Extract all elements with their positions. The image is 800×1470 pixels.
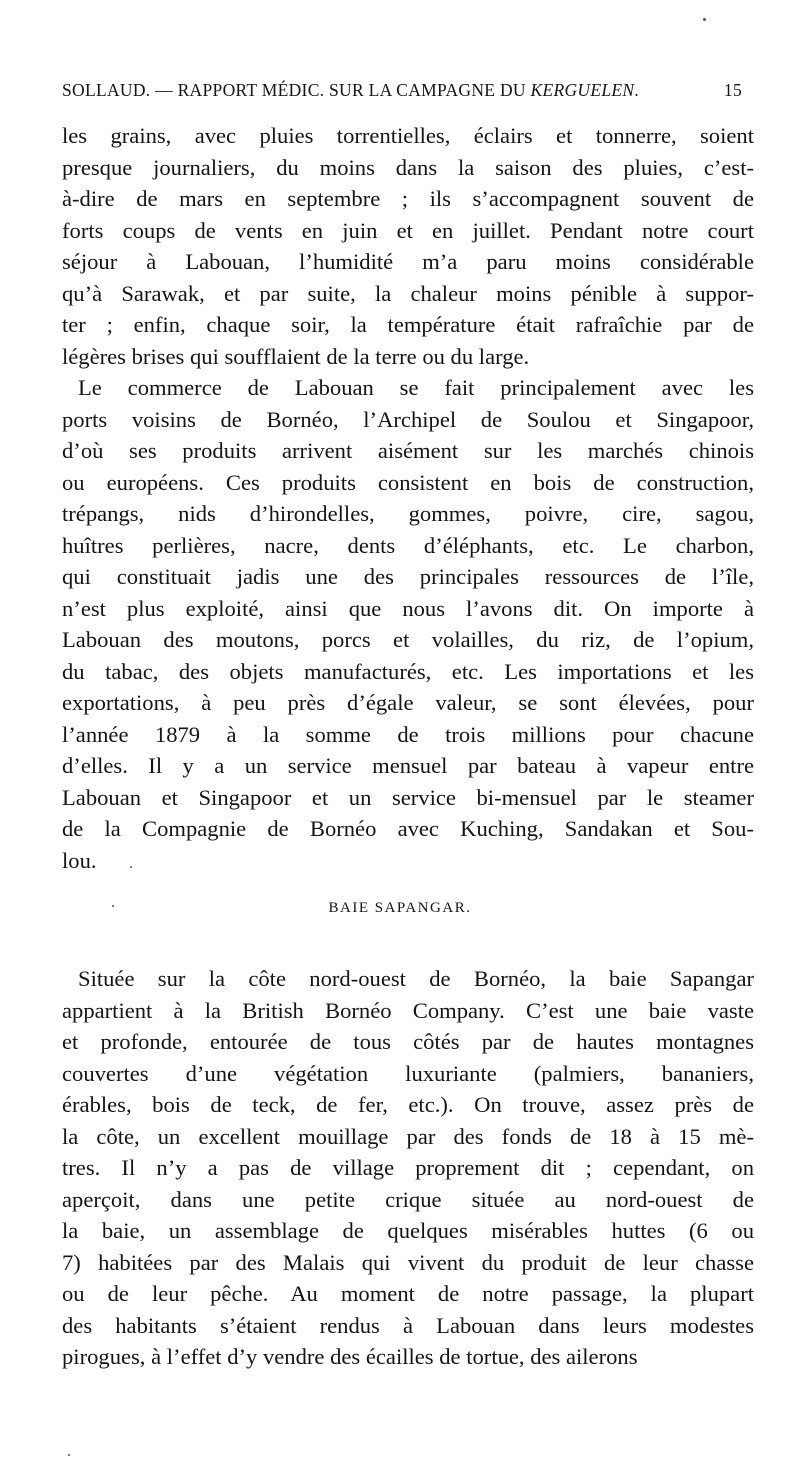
text-line: d’elles. Il y a un service mensuel par bateau à vapeur entre bbox=[62, 753, 754, 778]
running-head-title bbox=[62, 80, 639, 101]
paper-speck bbox=[130, 866, 132, 868]
text-line: ou européens. Ces produits consistent en bois de construction, bbox=[62, 469, 754, 495]
text-line: de la Compagnie de Bornéo avec Kuching, Sandakan et Sou- bbox=[62, 816, 754, 841]
text-line: couvertes d’une végétation luxuriante (palmiers, bananiers, bbox=[62, 1060, 754, 1086]
paragraph-commerce bbox=[62, 372, 754, 876]
text-line: presque journaliers, du moins dans la saison des pluies, c’est- bbox=[62, 154, 754, 180]
paragraph-baie-sapangar bbox=[62, 963, 754, 1373]
text-line: ports voisins de Bornéo, l’Archipel de Soulou et Singapoor, bbox=[62, 406, 754, 432]
text-line: d’où ses produits arrivent aisément sur les marchés chinois bbox=[62, 438, 754, 463]
running-head-title-suffix: . bbox=[634, 80, 639, 100]
text-line: n’est plus exploité, ainsi que nous l’avons dit. On importe à bbox=[62, 595, 754, 621]
text-line: et profonde, entourée de tous côtés par de hautes montagnes bbox=[62, 1029, 754, 1054]
running-head bbox=[62, 80, 742, 110]
text-line: la baie, un assemblage de quelques misérables huttes (6 ou bbox=[62, 1218, 754, 1243]
text-line: l’année 1879 à la somme de trois millions pour chacune bbox=[62, 721, 754, 747]
text-line: tres. Il n’y a pas de village proprement dit ; cependant, on bbox=[62, 1155, 754, 1180]
paragraph-climate bbox=[62, 120, 754, 372]
text-line: pirogues, à l’effet d’y vendre des écailles de tortue, des ailerons bbox=[62, 1344, 638, 1369]
paper-speck bbox=[68, 1454, 70, 1456]
text-line: légères brises qui soufflaient de la terre ou du large. bbox=[62, 343, 530, 369]
text-line: Labouan des moutons, porcs et volailles, du riz, de l’opium, bbox=[62, 627, 754, 652]
text-line: aperçoit, dans une petite crique située au nord-ouest de bbox=[62, 1186, 754, 1212]
text-line: du tabac, des objets manufacturés, etc. Les importations et les bbox=[62, 658, 754, 684]
running-head-ship-name: KERGUELEN bbox=[530, 80, 635, 100]
text-line: ou de leur pêche. Au moment de notre passage, la plupart bbox=[62, 1281, 754, 1306]
text-line: qui constituait jadis une des principales ressources de l’île, bbox=[62, 564, 754, 589]
page-number: 15 bbox=[723, 80, 742, 100]
text-line: 7) habitées par des Malais qui vivent du produit de leur chasse bbox=[62, 1249, 754, 1275]
paper-speck bbox=[112, 905, 114, 907]
text-line: Située sur la côte nord-ouest de Bornéo, la baie Sapangar bbox=[78, 966, 754, 991]
section-heading: BAIE SAPANGAR. bbox=[328, 900, 472, 916]
text-line: les grains, avec pluies torrentielles, éclairs et tonnerre, soient bbox=[62, 123, 754, 148]
text-line: appartient à la British Bornéo Company. C’est une baie vaste bbox=[62, 997, 754, 1023]
text-line: ter ; enfin, chaque soir, la température était rafraîchie par de bbox=[62, 312, 754, 337]
text-line: Le commerce de Labouan se fait principalement avec les bbox=[78, 375, 754, 400]
text-line: qu’à Sarawak, et par suite, la chaleur moins pénible à suppor- bbox=[62, 280, 754, 306]
running-head-title-prefix: SOLLAUD. — RAPPORT MÉDIC. SUR LA CAMPAGNE DU bbox=[62, 80, 531, 100]
text-line: trépangs, nids d’hirondelles, gommes, poivre, cire, sagou, bbox=[62, 501, 754, 526]
text-line: séjour à Labouan, l’humidité m’a paru moins considérable bbox=[62, 249, 754, 274]
text-line: érables, bois de teck, de fer, etc.). On trouve, assez près de bbox=[62, 1092, 754, 1117]
text-line: à-dire de mars en septembre ; ils s’accompagnent souvent de bbox=[62, 186, 754, 211]
text-line: huîtres perlières, nacre, dents d’éléphants, etc. Le charbon, bbox=[62, 532, 754, 558]
text-line: des habitants s’étaient rendus à Labouan dans leurs modestes bbox=[62, 1312, 754, 1338]
text-line: Labouan et Singapoor et un service bi-mensuel par le steamer bbox=[62, 784, 754, 810]
paper-speck bbox=[703, 18, 706, 21]
text-line: exportations, à peu près d’égale valeur, se sont élevées, pour bbox=[62, 690, 754, 715]
text-line: lou. bbox=[62, 847, 97, 873]
text-line: forts coups de vents en juin et en juillet. Pendant notre court bbox=[62, 217, 754, 243]
text-line: la côte, un excellent mouillage par des fonds de 18 à 15 mè- bbox=[62, 1123, 754, 1149]
